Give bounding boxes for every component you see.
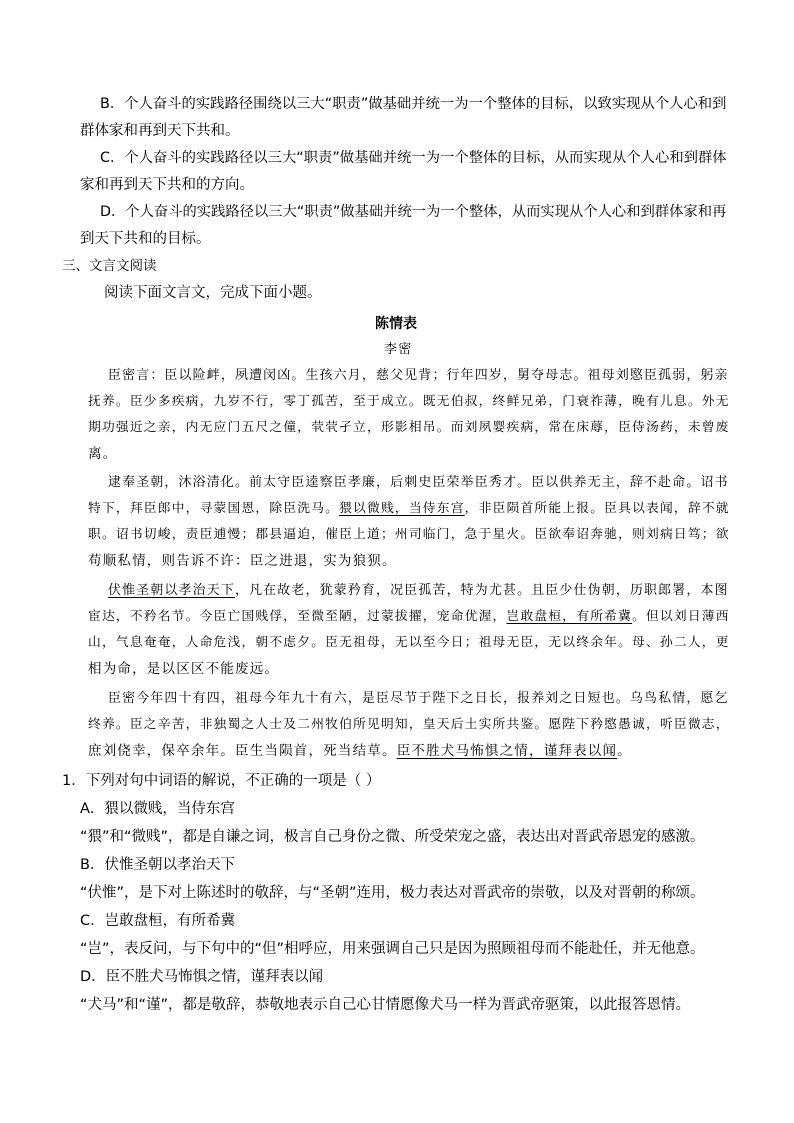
passage-title: 陈情表	[375, 316, 417, 332]
passage-p2-line-2-pre: 特下，拜臣郎中，寻蒙国恩，除臣洗马。	[88, 501, 340, 516]
passage-p2-line-1: 逮奉圣朝，沐浴清化。前太守臣逵察臣孝廉，后刺史臣荣举臣秀才。臣以供养无主，辞不赴命。诏书	[108, 475, 729, 490]
option-b-line-2: 群体家和再到天下共和。	[80, 123, 240, 139]
passage-p4-line-1: 臣密今年四十有四，祖母今年九十有六，是臣尽节于陛下之日长，报养刘之日短也。乌鸟私情，愿乞	[108, 691, 729, 706]
option-b-line-1: B．个人奋斗的实践路径围绕以三大“职责”做基础并统一为一个整体的目标，以致实现从个人心和到	[100, 96, 727, 112]
section-instruction: 阅读下面文言文，完成下面小题。	[104, 285, 322, 301]
passage-p4-line-3-post: 。	[617, 743, 632, 759]
passage-p4-line-3-pre: 庶刘侥幸，保卒余年。臣生当陨首，死当结草。	[88, 743, 397, 759]
passage-p1-line-2: 抚养。臣少多疾病，九岁不行，零丁孤苦，至于成立。既无伯叔，终鲜兄弟，门衰祚薄，晚有儿息。外无	[88, 394, 730, 409]
passage-p1-line-1: 臣密言：臣以险衅，夙遭闵凶。生孩六月，慈父见背；行年四岁，舅夺母志。祖母刘愍臣孤弱，躬亲	[108, 368, 729, 383]
passage-p2-line-2-post: ，非臣陨首所能上报。臣具以表闻，辞不就	[464, 501, 730, 516]
option-d-line-2: 到天下共和的目标。	[80, 231, 211, 247]
underlined-phrase-qigan: 岂敢盘桓，有所希冀	[506, 609, 633, 624]
question-option-b-label: B．伏惟圣朝以孝治天下	[80, 857, 235, 873]
passage-p3-line-2-post: 。但以刘日薄西	[632, 609, 730, 624]
passage-p3-line-1-post: ，凡在故老，犹蒙矜育，况臣孤苦，特为尤甚。且臣少仕伪朝，历职郎署，本图	[234, 583, 729, 598]
question-option-a-text: “猥”和“微贱”，都是自谦之词，极言自己身份之微、所受荣宠之盛，表达出对晋武帝恩宠的感激。	[80, 829, 705, 845]
question-option-d-label: D．臣不胜犬马怖惧之情，谨拜表以闻	[80, 969, 324, 985]
question-option-b-text: “伏惟”，是下对上陈述时的敬辞，与“圣朝”连用，极力表达对晋武帝的崇敬，以及对晋朝的称颂。	[80, 885, 705, 901]
question-option-a-label: A．猥以微贱，当侍东宫	[80, 801, 235, 817]
underlined-phrase-fuwei: 伏惟圣朝以孝治天下	[108, 583, 235, 598]
passage-p2-line-4: 苟顺私情，则告诉不许：臣之进退，实为狼狈。	[88, 553, 397, 569]
passage-p3-line-3: 山，气息奄奄，人命危浅，朝不虑夕。臣无祖母，无以至今日；祖母无臣，无以终余年。母、孙二人，更	[88, 635, 730, 650]
underlined-phrase-chenbusheng: 臣不胜犬马怖惧之情，谨拜表以闻	[396, 743, 618, 759]
passage-p3-line-2-pre: 宦达，不矜名节。今臣亡国贱俘，至微至陋，过蒙拔擢，宠命优渥，	[88, 609, 507, 624]
question-stem: 1．下列对句中词语的解说，不正确的一项是（ ）	[62, 773, 381, 789]
passage-p3-line-2	[88, 607, 730, 627]
passage-p4-line-3	[88, 741, 632, 761]
option-c-line-1: C．个人奋斗的实践路径以三大“职责”做基础并统一为一个整体的目标，从而实现从个人心和到群体	[100, 150, 727, 166]
option-d-line-1: D．个人奋斗的实践路径以三大“职责”做基础并统一为一个整体，从而实现从个人心和到群体家和再	[100, 204, 727, 220]
passage-p3-line-4: 相为命，是以区区不能废远。	[88, 661, 280, 677]
option-c-line-2: 家和再到天下共和的方向。	[80, 177, 254, 193]
passage-p1-line-4: 离。	[88, 446, 118, 462]
passage-p3-line-1	[108, 581, 729, 601]
passage-p4-line-2: 终养。臣之辛苦，非独蜀之人士及二州牧伯所见明知，皇天后土实所共鉴。愿陛下矜愍愚诚，听臣微志，	[88, 717, 730, 732]
underlined-phrase-weiyi: 猥以微贱，当侍东宫	[339, 501, 465, 516]
question-option-c-text: “岂”，表反问，与下句中的“但”相呼应，用来强调自己只是因为照顾祖母而不能赴任，并无他意。	[80, 941, 705, 957]
question-option-d-text: “犬马”和“谨”，都是敬辞，恭敬地表示自己心甘情愿像犬马一样为晋武帝驱策，以此报答恩情。	[80, 997, 691, 1013]
question-option-c-label: C．岂敢盘桓，有所希冀	[80, 913, 236, 929]
passage-p2-line-2	[88, 499, 730, 519]
passage-author: 李密	[384, 342, 413, 357]
passage-p1-line-3: 期功强近之亲，内无应门五尺之僮，茕茕孑立，形影相吊。而刘夙婴疾病，常在床蓐，臣侍汤药，未曾废	[88, 420, 730, 435]
passage-p2-line-3: 职。诏书切峻，责臣逋慢；郡县逼迫，催臣上道；州司临门，急于星火。臣欲奉诏奔驰，则刘病日笃；欲	[88, 527, 730, 542]
section-heading: 三、文言文阅读	[62, 258, 157, 274]
